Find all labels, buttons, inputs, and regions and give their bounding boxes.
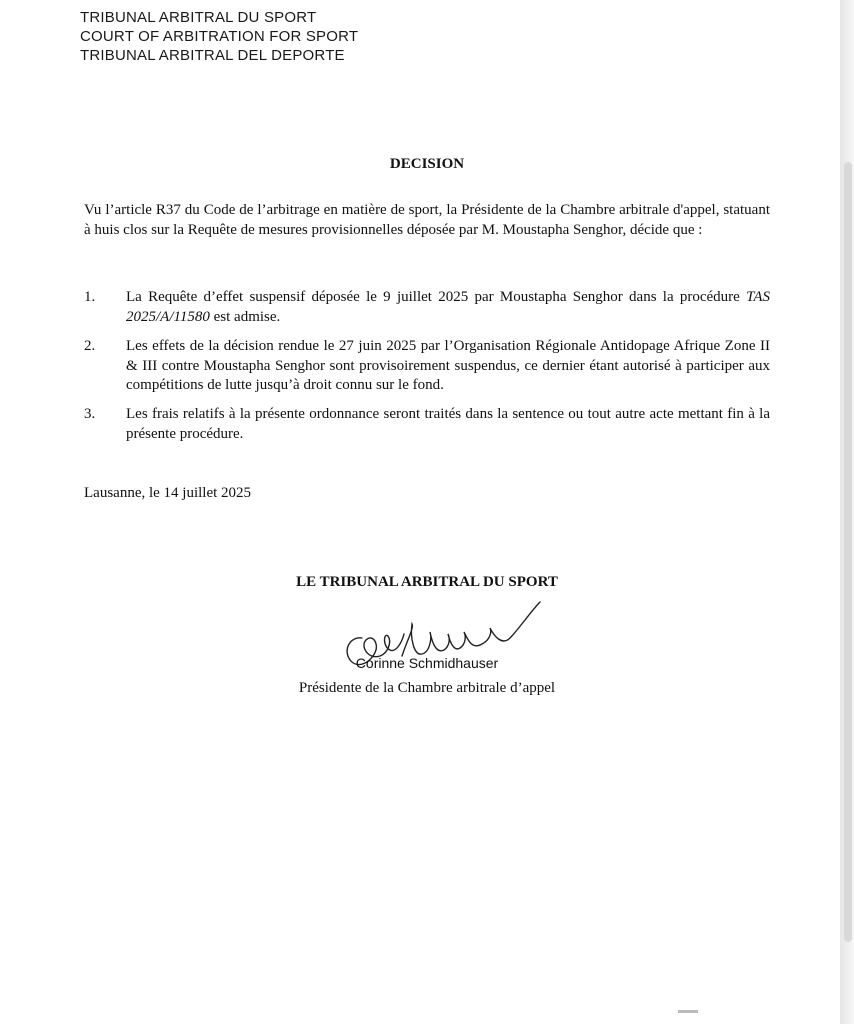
document-title: DECISION (389, 156, 465, 172)
letterhead-line-fr: TRIBUNAL ARBITRAL DU SPORT (80, 9, 317, 26)
letterhead (80, 8, 358, 65)
item-text: Les frais relatifs à la présente ordonnance seront traités dans la sentence ou tout autre acte mettant fin à la présente procédure. (126, 406, 770, 442)
item-text: La Requête d’effet suspensif déposée le 9 juillet 2025 par Moustapha Senghor dans la procédure TAS 2025/A/11580 est admise. (126, 289, 770, 325)
signer-title: Présidente de la Chambre arbitrale d’appel (298, 680, 556, 696)
letterhead-line-en: COURT OF ARBITRATION FOR SPORT (80, 28, 359, 45)
signer-name: Corinne Schmidhauser (355, 655, 499, 671)
case-reference: TAS 2025/A/11580 (126, 289, 770, 325)
item-number: 2. (84, 338, 96, 354)
item-number: 1. (84, 289, 96, 305)
item-number: 3. (84, 406, 96, 422)
page-mark (678, 1010, 698, 1013)
place-date: Lausanne, le 14 juillet 2025 (84, 485, 252, 501)
signing-organization: LE TRIBUNAL ARBITRAL DU SPORT (296, 574, 558, 590)
letterhead-line-es: TRIBUNAL ARBITRAL DEL DEPORTE (80, 47, 345, 64)
item-text: Les effets de la décision rendue le 27 juin 2025 par l’Organisation Régionale Antidopage Afrique Zone II & III contre Moustapha Senghor sont provisoirement suspendus, ce dernier étant autorisé à participer aux compétitions de lutte jusqu’à droit connu sur le fond. (126, 338, 770, 393)
intro-paragraph: Vu l’article R37 du Code de l’arbitrage en matière de sport, la Présidente de la Chambre arbitrale d'appel, statuant à huis clos sur la Requête de mesures provisionnelles déposée par M. Moustapha Senghor, décide que : (84, 202, 770, 238)
scrollbar[interactable] (844, 162, 852, 942)
